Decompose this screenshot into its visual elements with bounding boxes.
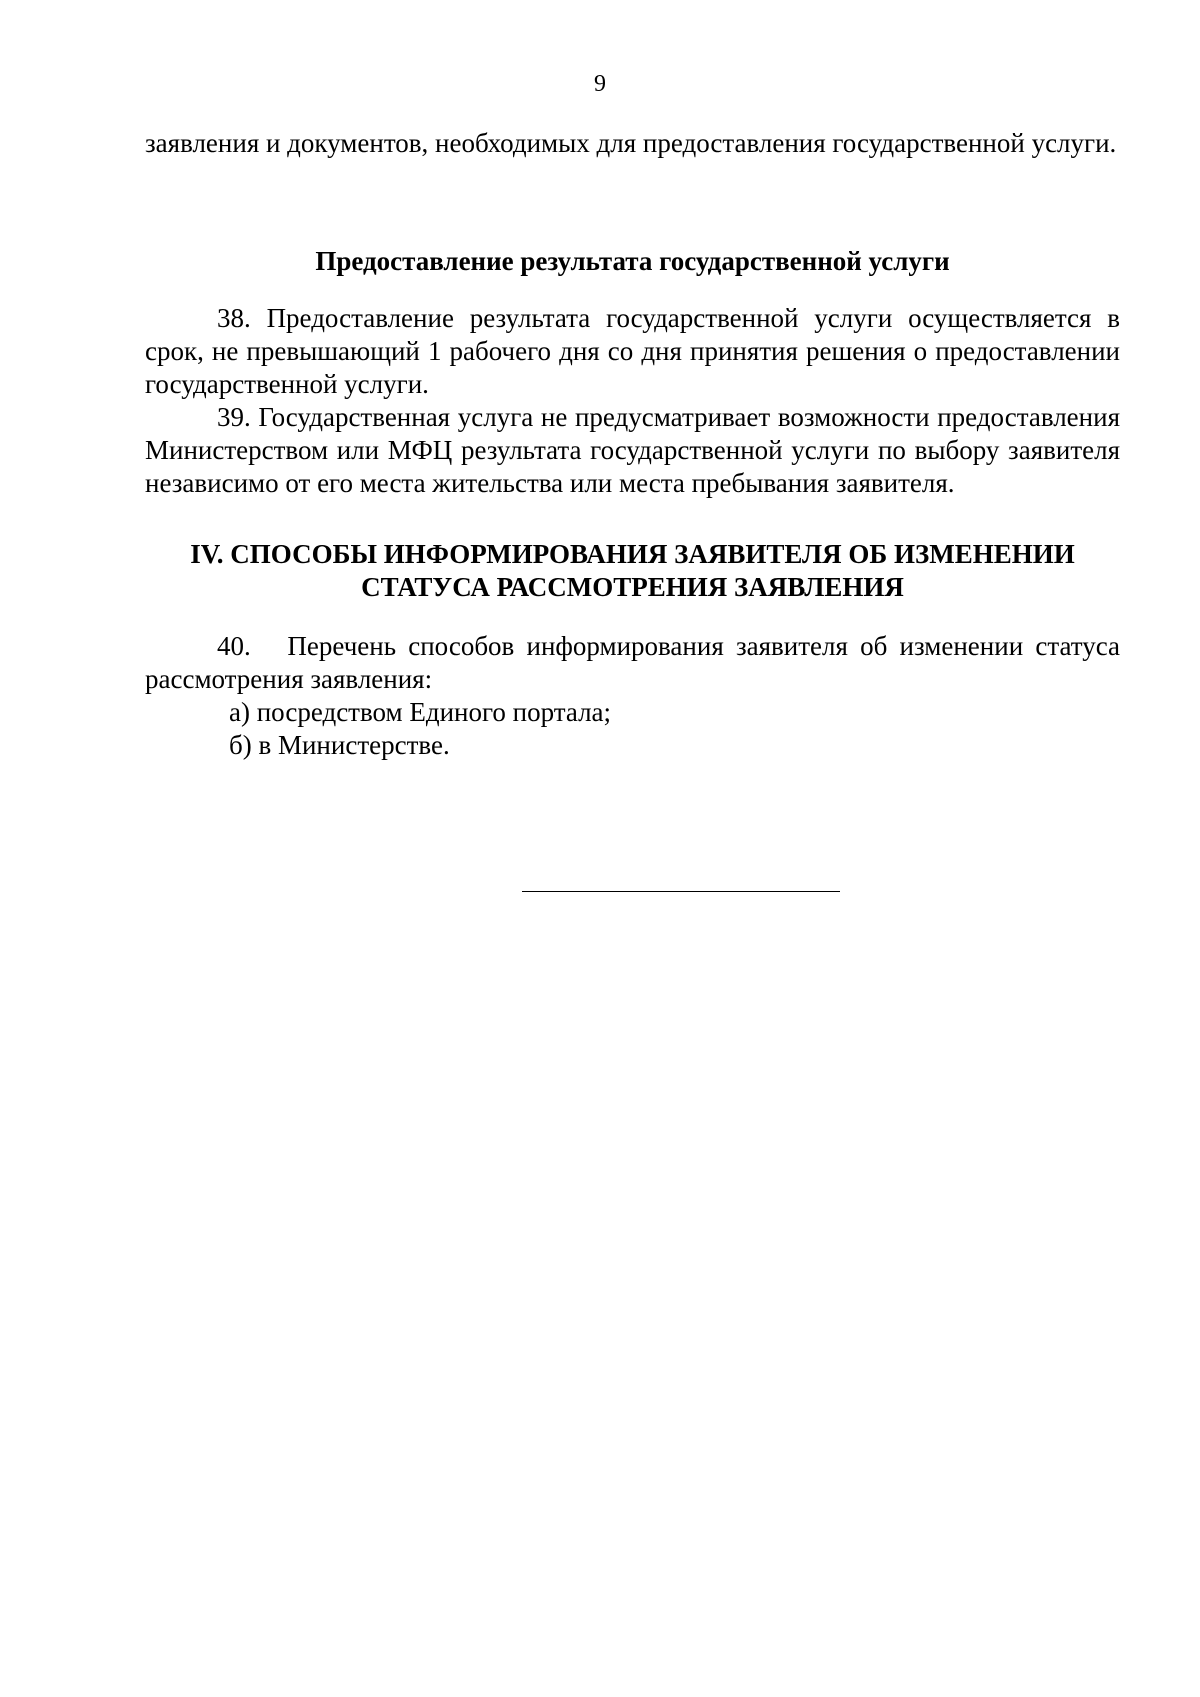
paragraph-40: 40. Перечень способов информирования заявителя об изменении статуса рассмотрения заявления:	[145, 631, 1127, 694]
section-title-line-1: IV. СПОСОБЫ ИНФОРМИРОВАНИЯ ЗАЯВИТЕЛЯ ОБ ИЗМЕНЕНИИ	[190, 539, 1075, 569]
section-title	[145, 538, 1120, 604]
section-title-line-2: СТАТУСА РАССМОТРЕНИЯ ЗАЯВЛЕНИЯ	[361, 572, 904, 602]
list-item-a: а) посредством Единого портала;	[229, 697, 612, 727]
page-number: 9	[594, 71, 606, 97]
subsection-title: Предоставление результата государственной услуги	[315, 246, 950, 276]
paragraph-40-block	[145, 630, 1127, 762]
end-divider-line	[522, 891, 840, 892]
intro-paragraph: заявления и документов, необходимых для предоставления государственной услуги.	[145, 128, 1117, 158]
intro-block	[145, 127, 1120, 160]
paragraphs-block	[145, 302, 1120, 500]
list-item-b: б) в Министерстве.	[229, 730, 450, 760]
paragraph-39: 39. Государственная услуга не предусматривает возможности предоставления Министерством или МФЦ результата государственной услуги по выбору заявителя независимо от его места жительства или места пребывания заявителя.	[145, 402, 1120, 498]
paragraph-38: 38. Предоставление результата государственной услуги осуществляется в срок, не превышающий 1 рабочего дня со дня принятия решения о предоставлении государственной услуги.	[145, 303, 1120, 399]
